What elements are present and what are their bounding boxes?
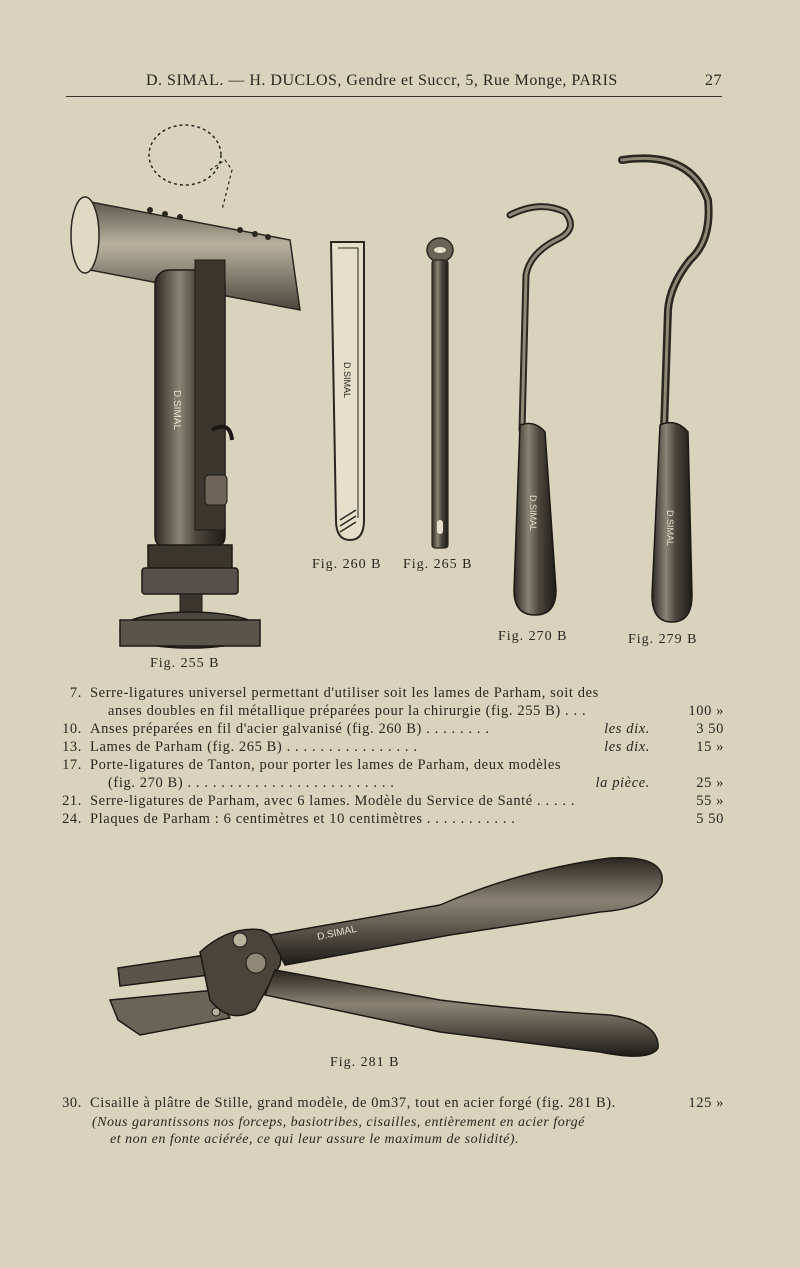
fig-281-instrument — [0, 840, 800, 1060]
item-description-cont: anses doubles en fil métallique préparées pour la chirurgie (fig. 255 B) . . . — [108, 703, 587, 719]
item-number: 21. — [62, 793, 82, 809]
item-description: Plaques de Parham : 6 centimètres et 10 centimètres . . . . . . . . . . . — [90, 811, 516, 827]
item-number: 13. — [62, 739, 82, 755]
item-unit: la pièce. — [595, 775, 650, 791]
price-list — [56, 684, 736, 828]
item-description: Porte-ligatures de Tanton, pour porter les lames de Parham, deux modèles — [90, 757, 562, 773]
list-item — [56, 1094, 736, 1112]
item-description: Serre-ligatures de Parham, avec 6 lames. Modèle du Service de Santé . . . . . — [90, 793, 576, 809]
list-item-continuation — [56, 702, 736, 720]
item-price: 100 » — [688, 703, 724, 719]
item-description: Anses préparées en fil d'acier galvanisé (fig. 260 B) . . . . . . . . — [90, 721, 490, 737]
engraving-simal-260: D.SIMAL — [342, 362, 352, 399]
instrument-illustrations — [0, 100, 800, 680]
list-item-continuation — [56, 774, 736, 792]
guarantee-note — [92, 1114, 672, 1148]
fig-255-instrument — [71, 125, 300, 648]
note-line-2: et non en fonte aciérée, ce qui leur assure le maximum de solidité). — [110, 1132, 520, 1147]
item-number: 7. — [69, 685, 82, 701]
list-item — [56, 684, 736, 702]
item-description: Cisaille à plâtre de Stille, grand modèle, de 0m37, tout en acier forgé (fig. 281 B). — [90, 1095, 616, 1111]
item-unit: les dix. — [604, 721, 650, 737]
fig-270-caption: Fig. 270 B — [498, 629, 568, 644]
item-unit: les dix. — [604, 739, 650, 755]
page-number: 27 — [705, 72, 722, 89]
header-title: D. SIMAL. — H. DUCLOS, Gendre et Succr, 5, Rue Monge, PARIS — [146, 72, 618, 89]
item-price: 25 » — [696, 775, 724, 791]
fig-265-caption: Fig. 265 B — [403, 557, 473, 572]
fig-260-instrument — [331, 242, 364, 540]
engraving-simal-281: D.SIMAL — [316, 923, 358, 943]
list-item — [56, 738, 736, 756]
list-item — [56, 810, 736, 828]
fig-279-caption: Fig. 279 B — [628, 632, 698, 647]
page-header — [66, 70, 722, 97]
item-30-block — [56, 1094, 736, 1112]
fig-279-instrument — [622, 158, 709, 622]
item-description: Lames de Parham (fig. 265 B) . . . . . . . . . . . . . . . . — [90, 739, 418, 755]
list-item — [56, 792, 736, 810]
fig-255-caption: Fig. 255 B — [150, 656, 220, 671]
item-description-cont: (fig. 270 B) . . . . . . . . . . . . . . . . . . . . . . . . . — [108, 775, 395, 791]
fig-270-instrument — [510, 207, 570, 615]
item-price: 3 50 — [696, 721, 724, 737]
item-number: 30. — [62, 1095, 82, 1111]
item-number: 17. — [62, 757, 82, 773]
item-price: 15 » — [696, 739, 724, 755]
item-number: 10. — [62, 721, 82, 737]
engraving-simal: D.SIMAL — [171, 390, 182, 431]
item-description: Serre-ligatures universel permettant d'utiliser soit les lames de Parham, soit des — [90, 685, 599, 701]
item-number: 24. — [62, 811, 82, 827]
note-line-1: (Nous garantissons nos forceps, basiotribes, cisailles, entièrement en acier forgé — [92, 1115, 585, 1130]
fig-265-instrument — [427, 238, 453, 548]
fig-281-caption: Fig. 281 B — [330, 1055, 400, 1070]
engraving-simal-270: D.SIMAL — [528, 495, 538, 532]
list-item — [56, 756, 736, 774]
list-item — [56, 720, 736, 738]
item-price: 55 » — [696, 793, 724, 809]
engraving-simal-279: D.SIMAL — [665, 510, 675, 547]
item-price: 125 » — [688, 1095, 724, 1111]
fig-260-caption: Fig. 260 B — [312, 557, 382, 572]
item-price: 5 50 — [696, 811, 724, 827]
